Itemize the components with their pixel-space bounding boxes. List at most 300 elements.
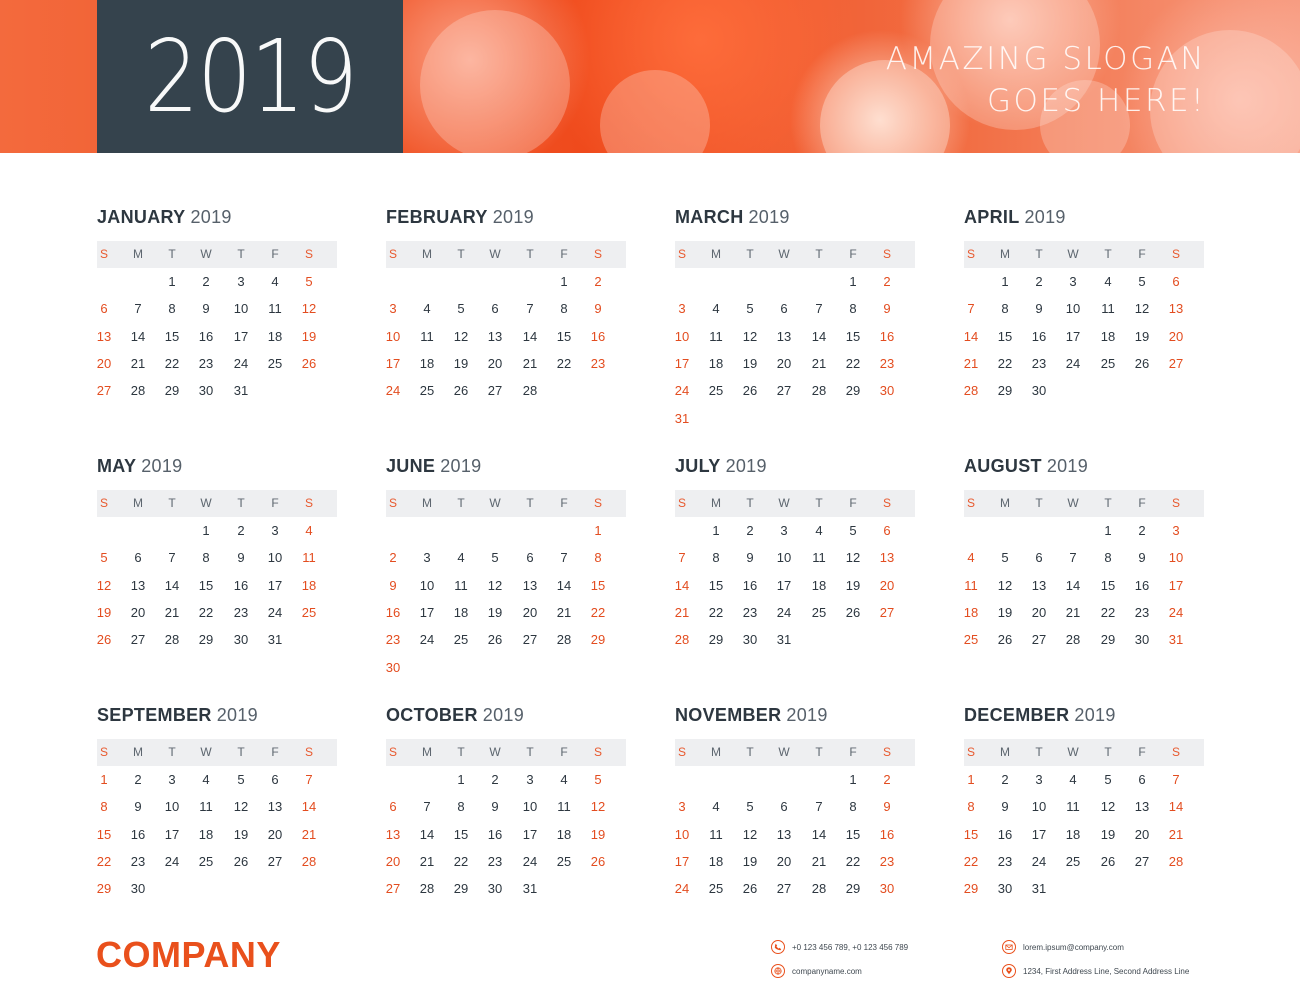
- day-cell: 30: [1031, 383, 1047, 399]
- day-cell: 13: [1134, 799, 1150, 815]
- day-cell: 11: [812, 550, 826, 566]
- day-cell: 1: [712, 523, 720, 538]
- day-cell: 3: [237, 274, 245, 289]
- month-name: JULY: [675, 456, 721, 476]
- day-cell: 18: [453, 604, 469, 620]
- weekday-label: W: [489, 745, 501, 759]
- day-cell: 9: [237, 550, 245, 566]
- month-june: [386, 454, 626, 687]
- day-cell: 14: [130, 328, 146, 344]
- day-cell: 29: [963, 881, 979, 897]
- days-grid: [386, 517, 626, 687]
- day-cell: 25: [556, 853, 572, 869]
- day-cell: 5: [746, 301, 754, 317]
- day-cell: 4: [560, 772, 568, 787]
- weekday-header: [386, 241, 626, 268]
- day-cell: 27: [522, 632, 538, 648]
- day-cell: 14: [301, 799, 317, 815]
- day-cell: 24: [522, 853, 538, 869]
- day-cell: 15: [845, 826, 861, 842]
- day-cell: 1: [594, 523, 602, 538]
- day-cell: 14: [811, 826, 827, 842]
- day-cell: 10: [1065, 301, 1081, 317]
- day-cell: 25: [1100, 355, 1116, 371]
- day-cell: 19: [487, 604, 503, 620]
- month-title: [97, 703, 337, 727]
- day-cell: 22: [845, 853, 861, 869]
- day-cell: 11: [1101, 301, 1115, 317]
- day-cell: 5: [746, 799, 754, 815]
- day-cell: 17: [776, 577, 792, 593]
- day-cell: 5: [237, 772, 245, 787]
- day-cell: 8: [967, 799, 975, 815]
- day-cell: 27: [1134, 853, 1150, 869]
- day-cell: 22: [963, 853, 979, 869]
- day-cell: 10: [1168, 550, 1184, 566]
- day-cell: 19: [742, 853, 758, 869]
- day-cell: 3: [526, 772, 534, 787]
- day-cell: 14: [164, 577, 180, 593]
- days-grid: [97, 517, 337, 660]
- day-cell: 2: [883, 772, 891, 787]
- day-cell: 21: [1168, 826, 1184, 842]
- month-title: [675, 703, 915, 727]
- day-cell: 6: [1035, 550, 1043, 566]
- day-cell: 28: [963, 383, 979, 399]
- weekday-label: S: [99, 496, 108, 510]
- day-cell: 28: [522, 383, 538, 399]
- days-grid: [964, 766, 1204, 909]
- days-grid: [97, 268, 337, 411]
- month-name: AUGUST: [964, 456, 1042, 476]
- day-cell: 23: [198, 355, 214, 371]
- day-cell: 28: [301, 853, 317, 869]
- website-text[interactable]: companyname.com: [792, 966, 862, 976]
- weekday-label: T: [457, 496, 465, 510]
- weekday-label: F: [271, 745, 279, 759]
- day-cell: 24: [164, 853, 180, 869]
- day-cell: 4: [271, 274, 279, 289]
- day-cell: 27: [1168, 355, 1184, 371]
- weekday-header: [97, 241, 337, 268]
- month-year: 2019: [482, 705, 525, 725]
- day-cell: 2: [1138, 523, 1146, 538]
- weekday-label: F: [560, 247, 568, 261]
- day-cell: 1: [100, 772, 108, 787]
- day-cell: 20: [1134, 826, 1150, 842]
- weekday-label: S: [966, 247, 975, 261]
- day-cell: 29: [198, 632, 214, 648]
- month-november: [675, 703, 915, 909]
- day-cell: 14: [522, 328, 538, 344]
- day-cell: 19: [845, 577, 861, 593]
- day-cell: 4: [1069, 772, 1077, 787]
- day-cell: 23: [1031, 355, 1047, 371]
- weekday-header: [964, 490, 1204, 517]
- day-cell: 23: [385, 632, 401, 648]
- day-cell: 29: [453, 881, 469, 897]
- day-cell: 24: [674, 383, 690, 399]
- day-cell: 22: [1100, 604, 1116, 620]
- phone-contact: [771, 940, 908, 954]
- weekday-header: [675, 241, 915, 268]
- day-cell: 6: [883, 523, 891, 538]
- day-cell: 28: [1065, 632, 1081, 648]
- day-cell: 1: [560, 274, 568, 289]
- weekday-label: M: [133, 247, 143, 261]
- day-cell: 2: [237, 523, 245, 538]
- day-cell: 15: [453, 826, 469, 842]
- day-cell: 22: [453, 853, 469, 869]
- month-year: 2019: [1024, 207, 1066, 227]
- day-cell: 6: [1138, 772, 1146, 787]
- weekday-label: T: [746, 745, 754, 759]
- day-cell: 12: [742, 826, 758, 842]
- day-cell: 12: [1100, 799, 1116, 815]
- day-cell: 15: [1100, 577, 1116, 593]
- day-cell: 9: [746, 550, 754, 566]
- days-grid: [964, 268, 1204, 411]
- day-cell: 13: [776, 826, 792, 842]
- day-cell: 30: [198, 383, 214, 399]
- day-cell: 7: [678, 550, 686, 566]
- day-cell: 25: [963, 632, 979, 648]
- weekday-label: W: [778, 247, 790, 261]
- day-cell: 15: [997, 328, 1013, 344]
- day-cell: 16: [1134, 577, 1150, 593]
- month-may: [97, 454, 337, 660]
- day-cell: 12: [997, 577, 1013, 593]
- slogan-line-1: AMAZING SLOGAN: [885, 41, 1206, 77]
- weekday-label: T: [815, 745, 823, 759]
- day-cell: 11: [420, 328, 434, 344]
- day-cell: 22: [845, 355, 861, 371]
- weekday-label: S: [99, 247, 108, 261]
- month-name: MAY: [97, 456, 137, 476]
- day-cell: 12: [1134, 301, 1150, 317]
- month-name: JUNE: [386, 456, 436, 476]
- day-cell: 19: [96, 604, 112, 620]
- weekday-label: T: [237, 247, 245, 261]
- day-cell: 12: [845, 550, 861, 566]
- weekday-label: T: [526, 745, 534, 759]
- day-cell: 14: [811, 328, 827, 344]
- month-year: 2019: [190, 207, 232, 227]
- day-cell: 4: [712, 799, 720, 815]
- day-cell: 13: [1031, 577, 1047, 593]
- day-cell: 4: [1104, 274, 1112, 289]
- month-year: 2019: [1074, 705, 1116, 725]
- day-cell: 20: [522, 604, 538, 620]
- weekday-label: T: [168, 247, 176, 261]
- day-cell: 29: [590, 632, 606, 648]
- weekday-label: T: [457, 247, 465, 261]
- day-cell: 28: [130, 383, 146, 399]
- month-title: [964, 454, 1204, 478]
- day-cell: 16: [742, 577, 758, 593]
- month-title: [964, 205, 1204, 229]
- address-text: 1234, First Address Line, Second Address Line: [1023, 966, 1190, 976]
- day-cell: 24: [1065, 355, 1081, 371]
- day-cell: 7: [305, 772, 313, 787]
- weekday-label: M: [1000, 745, 1010, 759]
- day-cell: 9: [134, 799, 142, 815]
- day-cell: 10: [674, 826, 690, 842]
- day-cell: 18: [963, 604, 979, 620]
- day-cell: 4: [815, 523, 823, 538]
- email-text[interactable]: lorem.ipsum@company.com: [1023, 942, 1124, 952]
- day-cell: 11: [302, 550, 316, 566]
- day-cell: 12: [742, 328, 758, 344]
- day-cell: 8: [457, 799, 465, 815]
- weekday-header: [675, 739, 915, 766]
- weekday-label: T: [457, 745, 465, 759]
- day-cell: 29: [845, 881, 861, 897]
- day-cell: 19: [742, 355, 758, 371]
- weekday-label: S: [388, 496, 397, 510]
- day-cell: 18: [419, 355, 435, 371]
- day-cell: 28: [811, 383, 827, 399]
- day-cell: 26: [742, 383, 758, 399]
- weekday-label: M: [133, 496, 143, 510]
- day-cell: 28: [674, 632, 690, 648]
- weekday-label: S: [882, 745, 891, 759]
- day-cell: 24: [776, 604, 792, 620]
- weekday-label: F: [1138, 247, 1146, 261]
- weekday-label: M: [711, 247, 721, 261]
- day-cell: 27: [487, 383, 503, 399]
- day-cell: 3: [1035, 772, 1043, 787]
- month-year: 2019: [141, 456, 183, 476]
- month-name: OCTOBER: [386, 705, 478, 725]
- month-title: [675, 454, 915, 478]
- day-cell: 11: [709, 328, 723, 344]
- day-cell: 10: [233, 301, 249, 317]
- day-cell: 17: [385, 355, 401, 371]
- day-cell: 2: [202, 274, 210, 289]
- day-cell: 13: [879, 550, 895, 566]
- day-cell: 23: [879, 853, 895, 869]
- weekday-label: S: [304, 496, 313, 510]
- day-cell: 24: [267, 604, 283, 620]
- month-september: [97, 703, 337, 909]
- weekday-label: M: [711, 496, 721, 510]
- days-grid: [386, 766, 626, 909]
- day-cell: 2: [491, 772, 499, 787]
- day-cell: 12: [590, 799, 606, 815]
- month-title: [97, 205, 337, 229]
- weekday-label: W: [200, 496, 212, 510]
- day-cell: 15: [96, 826, 112, 842]
- day-cell: 29: [708, 632, 724, 648]
- month-march: [675, 205, 915, 438]
- day-cell: 21: [556, 604, 572, 620]
- days-grid: [964, 517, 1204, 660]
- day-cell: 18: [556, 826, 572, 842]
- month-april: [964, 205, 1204, 411]
- day-cell: 17: [1168, 577, 1184, 593]
- day-cell: 30: [487, 881, 503, 897]
- month-name: MARCH: [675, 207, 744, 227]
- month-name: SEPTEMBER: [97, 705, 212, 725]
- weekday-label: S: [1171, 745, 1180, 759]
- day-cell: 22: [590, 604, 606, 620]
- month-title: [386, 205, 626, 229]
- day-cell: 15: [845, 328, 861, 344]
- day-cell: 20: [487, 355, 503, 371]
- day-cell: 22: [556, 355, 572, 371]
- day-cell: 19: [233, 826, 249, 842]
- day-cell: 5: [1001, 550, 1009, 566]
- day-cell: 12: [301, 301, 317, 317]
- day-cell: 21: [419, 853, 435, 869]
- day-cell: 29: [1100, 632, 1116, 648]
- day-cell: 21: [1065, 604, 1081, 620]
- day-cell: 23: [997, 853, 1013, 869]
- weekday-label: S: [882, 247, 891, 261]
- day-cell: 8: [168, 301, 176, 317]
- day-cell: 1: [202, 523, 210, 538]
- day-cell: 21: [130, 355, 146, 371]
- weekday-label: M: [1000, 496, 1010, 510]
- day-cell: 31: [1031, 881, 1047, 897]
- day-cell: 16: [879, 328, 895, 344]
- day-cell: 16: [1031, 328, 1047, 344]
- weekday-label: F: [560, 745, 568, 759]
- weekday-label: F: [560, 496, 568, 510]
- day-cell: 19: [453, 355, 469, 371]
- day-cell: 18: [267, 328, 283, 344]
- day-cell: 29: [164, 383, 180, 399]
- days-grid: [675, 268, 915, 438]
- day-cell: 11: [268, 301, 282, 317]
- day-cell: 23: [742, 604, 758, 620]
- day-cell: 4: [457, 550, 465, 566]
- day-cell: 7: [967, 301, 975, 317]
- month-name: NOVEMBER: [675, 705, 782, 725]
- day-cell: 21: [522, 355, 538, 371]
- day-cell: 24: [674, 881, 690, 897]
- day-cell: 19: [1100, 826, 1116, 842]
- day-cell: 25: [419, 383, 435, 399]
- day-cell: 21: [674, 604, 690, 620]
- weekday-label: F: [849, 496, 857, 510]
- weekday-label: W: [1067, 496, 1079, 510]
- day-cell: 6: [100, 301, 108, 317]
- day-cell: 11: [1066, 799, 1080, 815]
- day-cell: 24: [233, 355, 249, 371]
- day-cell: 27: [776, 383, 792, 399]
- day-cell: 6: [780, 799, 788, 815]
- address-contact: [1002, 964, 1189, 978]
- month-year: 2019: [748, 207, 790, 227]
- weekday-label: T: [168, 745, 176, 759]
- day-cell: 9: [389, 577, 397, 593]
- day-cell: 16: [233, 577, 249, 593]
- month-january: [97, 205, 337, 411]
- day-cell: 16: [385, 604, 401, 620]
- day-cell: 29: [96, 881, 112, 897]
- day-cell: 25: [267, 355, 283, 371]
- day-cell: 1: [1001, 274, 1009, 289]
- weekday-label: M: [711, 745, 721, 759]
- day-cell: 30: [997, 881, 1013, 897]
- day-cell: 8: [594, 550, 602, 566]
- day-cell: 8: [849, 799, 857, 815]
- weekday-label: T: [1104, 745, 1112, 759]
- day-cell: 10: [419, 577, 435, 593]
- day-cell: 15: [198, 577, 214, 593]
- weekday-label: S: [677, 247, 686, 261]
- day-cell: 10: [385, 328, 401, 344]
- weekday-label: F: [271, 496, 279, 510]
- day-cell: 7: [168, 550, 176, 566]
- day-cell: 9: [1138, 550, 1146, 566]
- day-cell: 11: [199, 799, 213, 815]
- day-cell: 27: [385, 881, 401, 897]
- day-cell: 3: [1172, 523, 1180, 538]
- day-cell: 17: [233, 328, 249, 344]
- day-cell: 27: [776, 881, 792, 897]
- weekday-label: S: [304, 247, 313, 261]
- day-cell: 7: [134, 301, 142, 317]
- day-cell: 20: [385, 853, 401, 869]
- phone-text: +0 123 456 789, +0 123 456 789: [792, 942, 909, 952]
- day-cell: 28: [1168, 853, 1184, 869]
- day-cell: 8: [849, 301, 857, 317]
- day-cell: 18: [301, 577, 317, 593]
- day-cell: 30: [130, 881, 146, 897]
- day-cell: 10: [522, 799, 538, 815]
- weekday-label: S: [593, 247, 602, 261]
- day-cell: 2: [883, 274, 891, 289]
- weekday-label: W: [1067, 745, 1079, 759]
- day-cell: 18: [708, 853, 724, 869]
- day-cell: 27: [130, 632, 146, 648]
- day-cell: 5: [305, 274, 313, 289]
- year-title: 2019: [144, 17, 356, 135]
- day-cell: 28: [419, 881, 435, 897]
- day-cell: 23: [879, 355, 895, 371]
- day-cell: 21: [963, 355, 979, 371]
- day-cell: 6: [491, 301, 499, 317]
- weekday-label: T: [815, 496, 823, 510]
- day-cell: 12: [233, 799, 249, 815]
- day-cell: 30: [385, 659, 401, 675]
- month-july: [675, 454, 915, 660]
- weekday-label: F: [849, 745, 857, 759]
- day-cell: 5: [1138, 274, 1146, 289]
- weekday-label: S: [388, 745, 397, 759]
- day-cell: 22: [96, 853, 112, 869]
- day-cell: 26: [845, 604, 861, 620]
- day-cell: 20: [776, 355, 792, 371]
- month-year: 2019: [216, 705, 258, 725]
- weekday-label: F: [1138, 745, 1146, 759]
- day-cell: 30: [1134, 632, 1150, 648]
- day-cell: 30: [742, 632, 758, 648]
- day-cell: 10: [776, 550, 792, 566]
- weekday-label: S: [593, 745, 602, 759]
- day-cell: 13: [1168, 301, 1184, 317]
- month-title: [964, 703, 1204, 727]
- day-cell: 17: [419, 604, 435, 620]
- day-cell: 28: [164, 632, 180, 648]
- day-cell: 27: [96, 383, 112, 399]
- day-cell: 10: [1031, 799, 1047, 815]
- day-cell: 14: [1168, 799, 1184, 815]
- weekday-label: S: [99, 745, 108, 759]
